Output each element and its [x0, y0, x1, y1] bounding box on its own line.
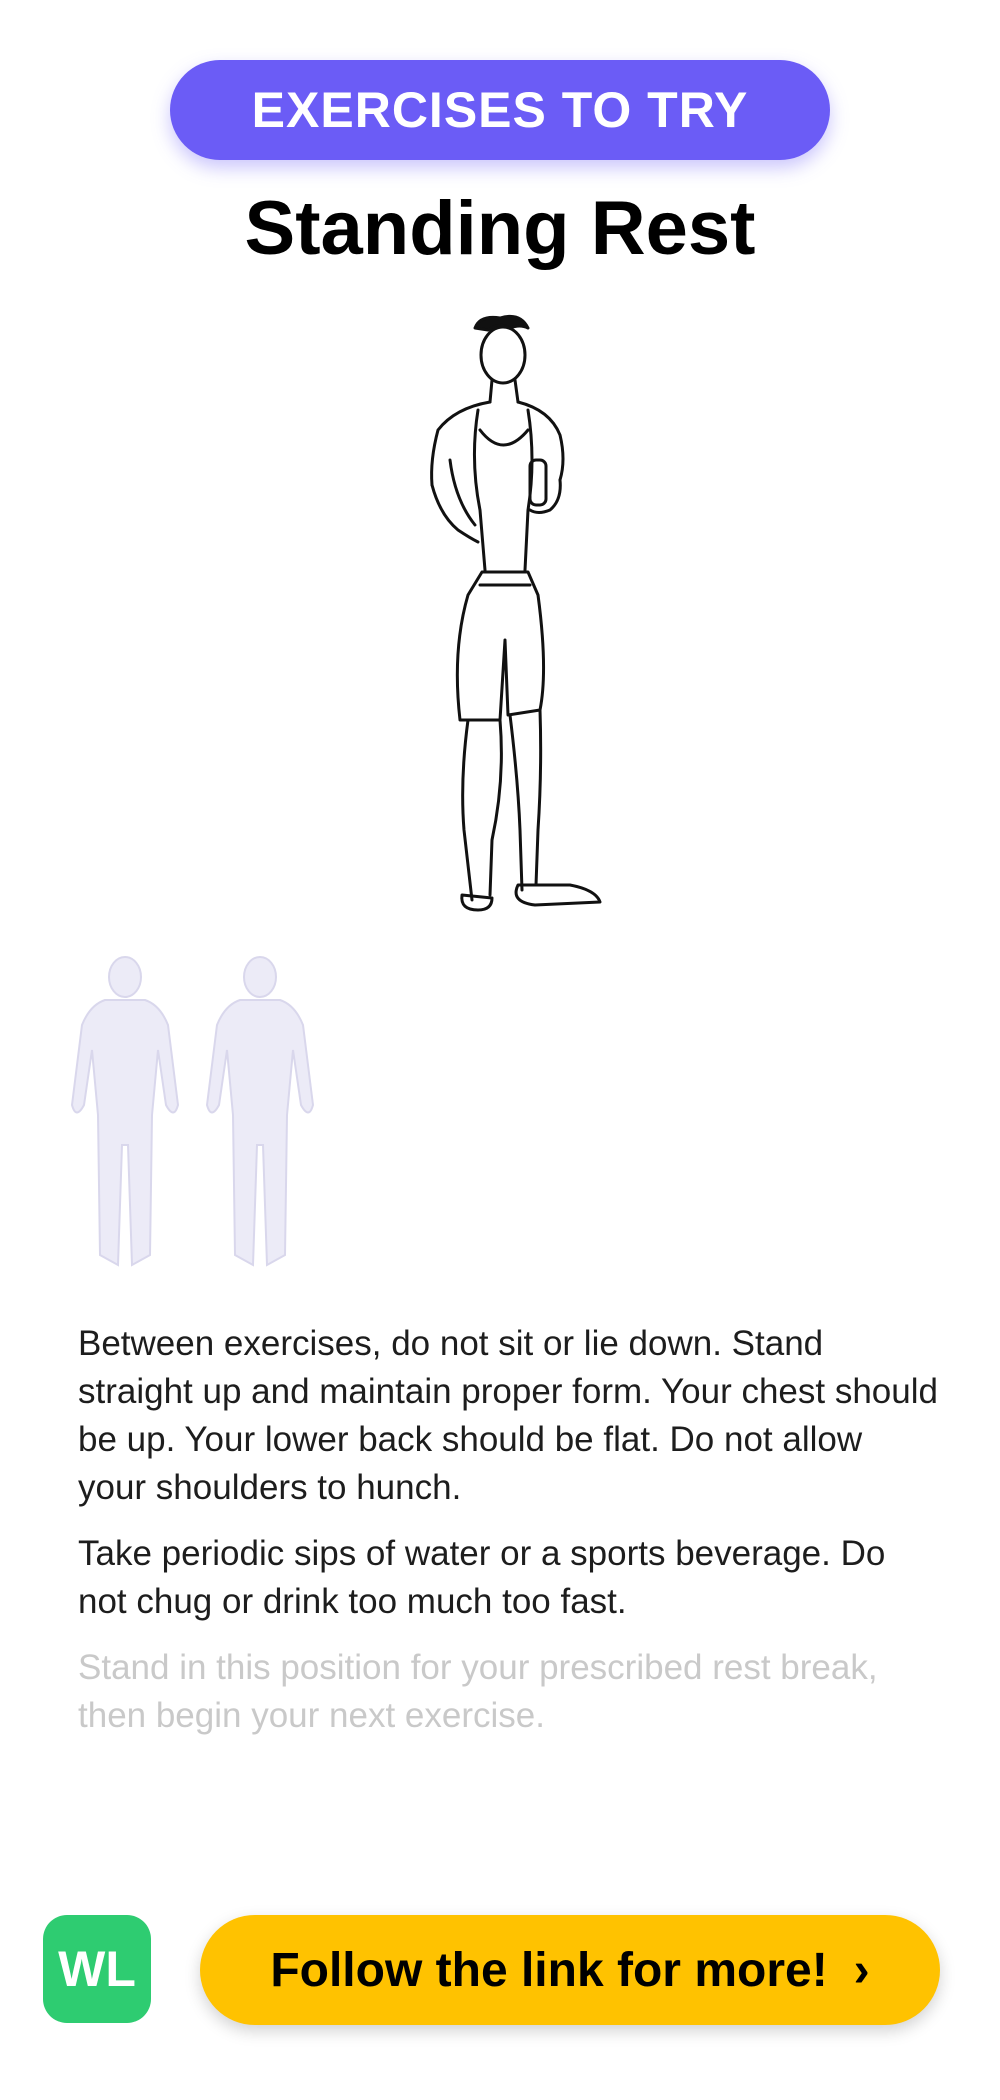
description-paragraph: Take periodic sips of water or a sports beverage. Do not chug or drink too much too fast. — [78, 1534, 886, 1621]
exercise-description — [78, 1320, 938, 1735]
exercises-badge: EXERCISES TO TRY — [170, 60, 830, 160]
description-paragraph: Between exercises, do not sit or lie down. Stand straight up and maintain proper form. Your chest should be up. Your lower back should be flat. Do not allow your shoulders to hunch. — [78, 1324, 938, 1507]
content-fade-overlay — [0, 1740, 1000, 1860]
standing-man-illustration — [360, 310, 630, 910]
wl-logo[interactable]: WL — [43, 1915, 151, 2023]
follow-link-button[interactable] — [200, 1915, 940, 2025]
chevron-right-icon: › — [853, 1943, 870, 1997]
muscle-map-front-back — [60, 955, 330, 1275]
description-paragraph-faded: Stand in this position for your prescribed rest break, then begin your next exercise. — [78, 1648, 878, 1735]
cta-label: Follow the link for more! — [270, 1943, 828, 1997]
exercise-title: Standing Rest — [244, 186, 756, 271]
